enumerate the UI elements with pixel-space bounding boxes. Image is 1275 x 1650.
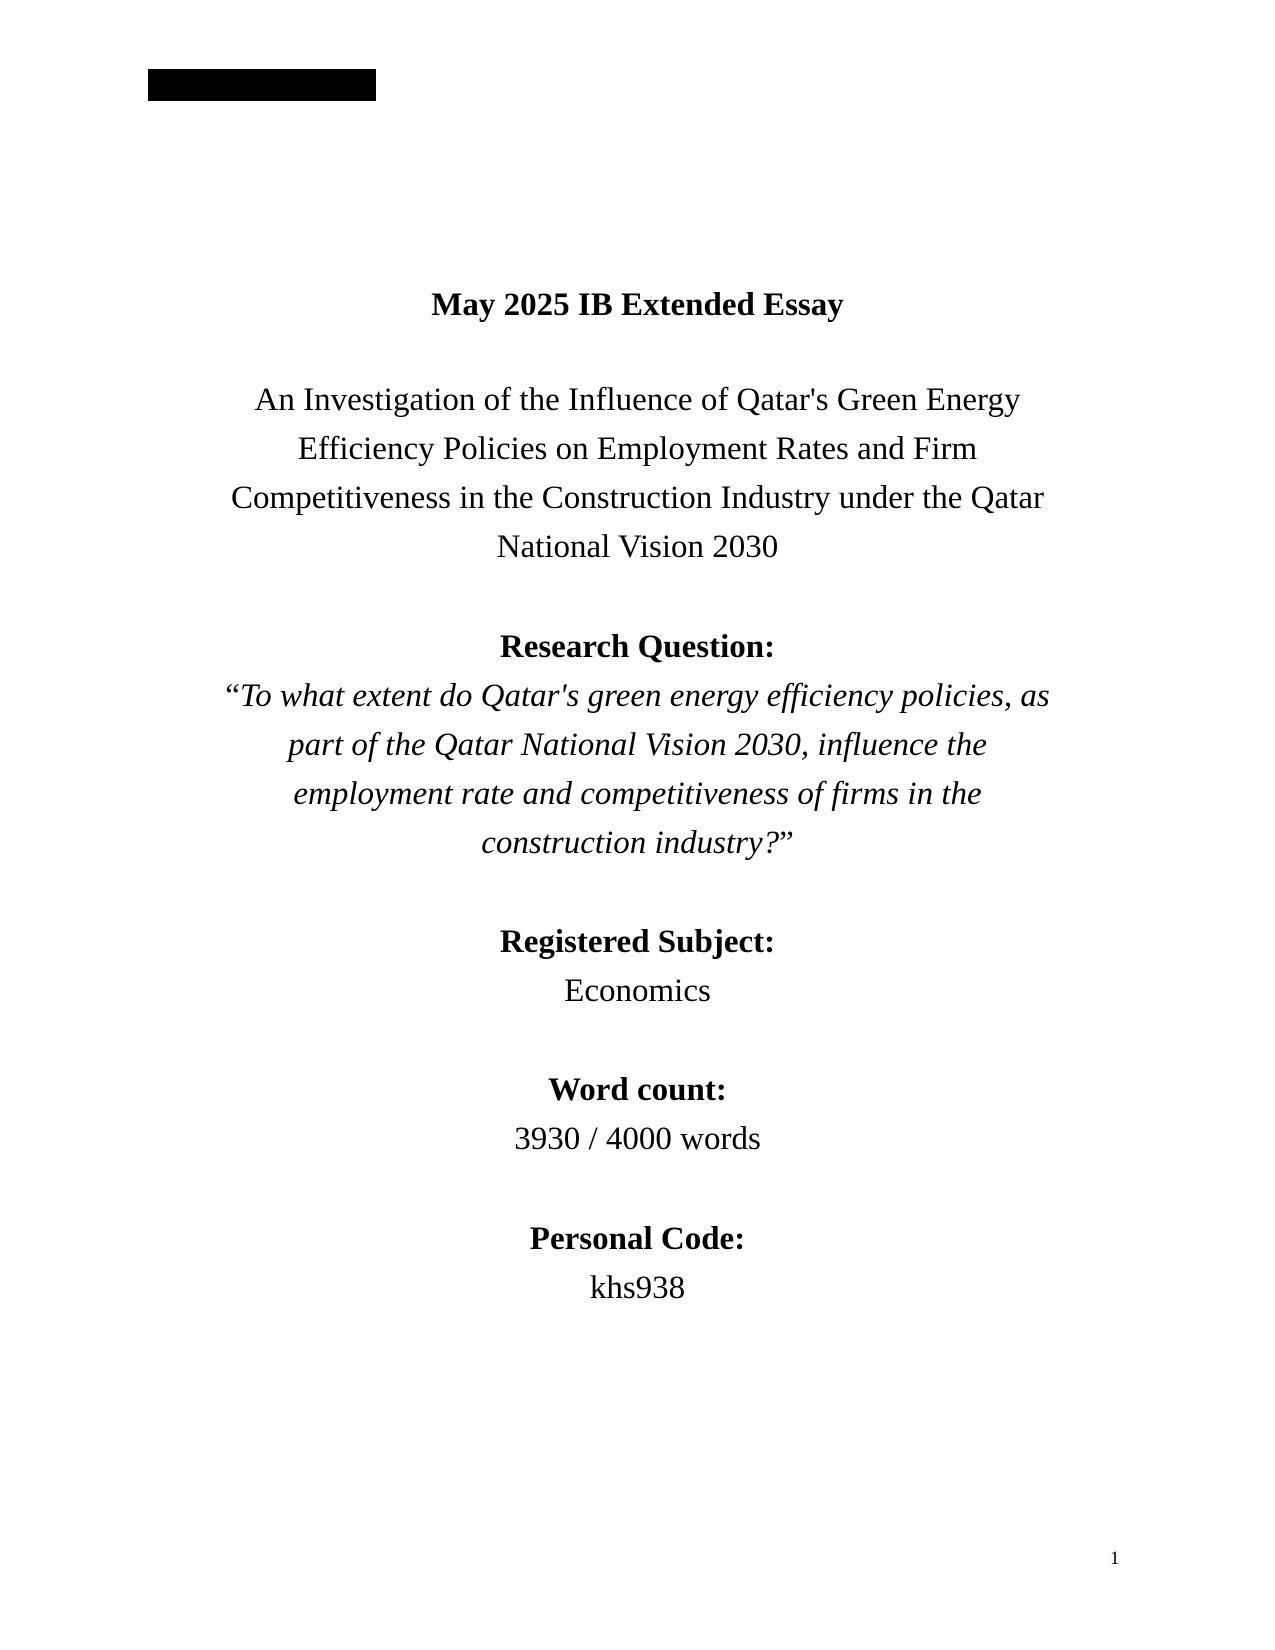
- research-question-text: construction industry?: [481, 825, 780, 861]
- essay-heading-block: [0, 281, 1275, 330]
- word-count-section: [0, 1066, 1275, 1164]
- registered-subject-section: [0, 918, 1275, 1016]
- personal-code-label: Personal Code:: [529, 1221, 746, 1257]
- research-question-line: part of the Qatar National Vision 2030, influence the: [288, 727, 987, 763]
- title-line: Competitiveness in the Construction Industry under the Qatar: [231, 480, 1044, 516]
- close-quote: ”: [779, 825, 794, 861]
- registered-subject-label: Registered Subject:: [499, 924, 776, 960]
- research-question-line: [0, 819, 1275, 868]
- word-count-label: Word count:: [548, 1072, 727, 1108]
- research-question-text: To what extent do Qatar's green energy efficiency policies, as: [239, 678, 1050, 714]
- title-line: An Investigation of the Influence of Qatar's Green Energy: [254, 382, 1021, 418]
- personal-code-value: khs938: [589, 1270, 686, 1306]
- word-count-value: 3930 / 4000 words: [514, 1121, 761, 1157]
- research-question-line: [0, 672, 1275, 721]
- research-question-section: [0, 623, 1275, 868]
- personal-code-section: [0, 1215, 1275, 1313]
- title-line: National Vision 2030: [496, 529, 779, 565]
- title-line: Efficiency Policies on Employment Rates and Firm: [297, 431, 978, 467]
- page-number: 1: [1110, 1548, 1120, 1569]
- essay-title: [0, 376, 1275, 572]
- essay-heading: May 2025 IB Extended Essay: [431, 287, 844, 323]
- research-question-label: Research Question:: [499, 629, 776, 665]
- registered-subject-value: Economics: [564, 973, 711, 1009]
- research-question-line: employment rate and competitiveness of firms in the: [293, 776, 982, 812]
- open-quote: “: [225, 678, 240, 714]
- redaction-bar: [148, 69, 376, 101]
